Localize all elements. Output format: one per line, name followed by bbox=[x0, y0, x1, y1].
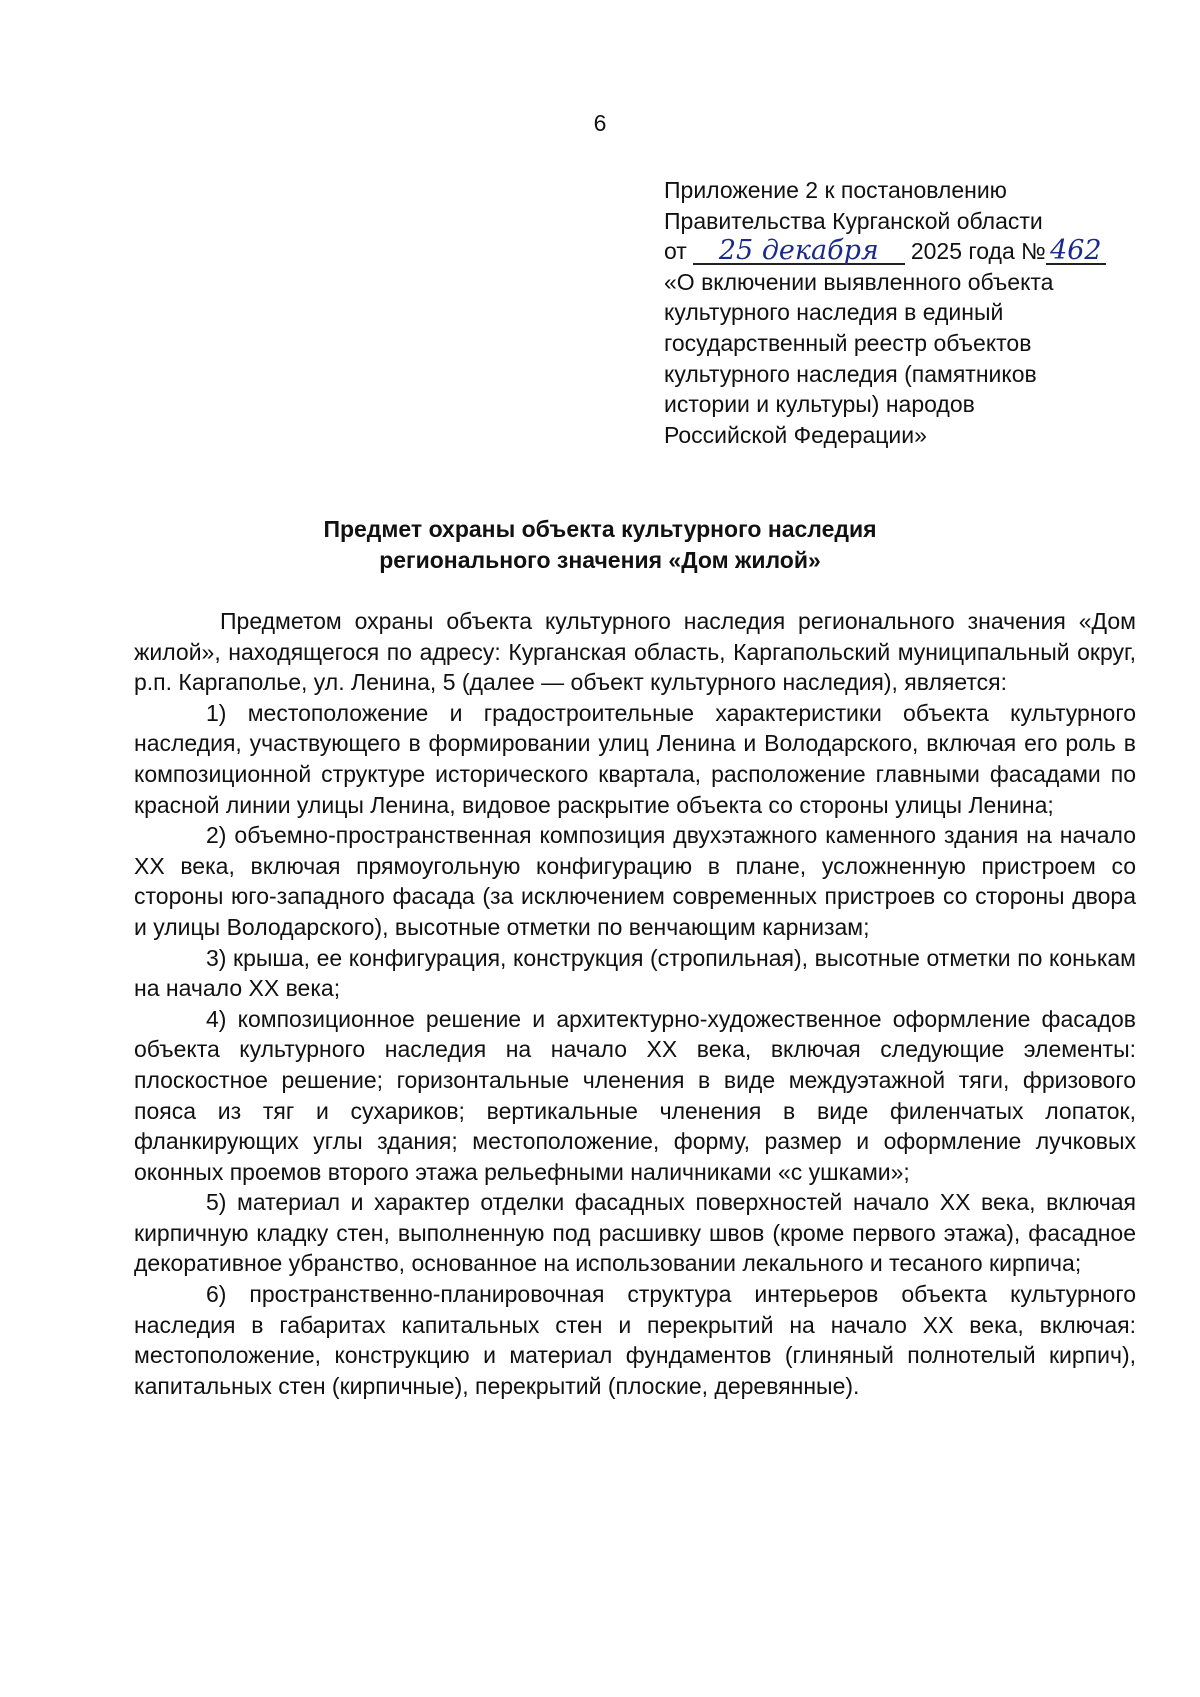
year-text: 2025 года № bbox=[910, 238, 1046, 265]
title-line-2: регионального значения «Дом жилой» bbox=[379, 547, 821, 573]
list-item: 5) материал и характер отделки фасадных поверхностей начало XX века, включая кирпичную кладку стен, выполненную под расшивку швов (кроме первого этажа), фасадное декоративное убранство, основанное на использовании лекального и тесаного кирпича; bbox=[134, 1189, 1136, 1277]
list-item: 6) пространственно-планировочная структура интерьеров объекта культурного наследия в габаритах капитальных стен и перекрытий на начало XX века, включая: местоположение, конструкцию и материал фундаментов (глиняный полнотелый кирпич), капитальных стен (кирпичные), перекрытий (плоские, деревянные). bbox=[134, 1281, 1136, 1399]
list-item: 4) композиционное решение и архитектурно-художественное оформление фасадов объекта культурного наследия на начало XX века, включая следующие элементы: плоскостное решение; горизонтальные членения в виде междуэтажной тяги, фризового пояса из тяг и сухариков; вертикальные членения в виде филенчатых лопаток, фланкирующих углы здания; местоположение, форму, размер и оформление лучковых оконных проемов второго этажа рельефными наличниками «с ушками»; bbox=[134, 1005, 1136, 1185]
document-title bbox=[0, 514, 1200, 576]
appendix-subject-line: государственный реестр объектов bbox=[664, 329, 1032, 356]
handwritten-date: 25 декабря bbox=[718, 235, 879, 267]
appendix-subject-line: культурного наследия в единый bbox=[664, 299, 1004, 326]
list-item: 2) объемно-пространственная композиция двухэтажного каменного здания на начало XX века, включая прямоугольную конфигурацию в плане, усложненную пристроем со стороны юго-западного фасада (за исключением современных пристроев со стороны двора и улицы Володарского), высотные отметки по венчающим карнизам; bbox=[134, 822, 1136, 940]
appendix-subject-line: Российской Федерации» bbox=[664, 421, 927, 448]
page-number: 6 bbox=[593, 110, 607, 136]
appendix-subject-line: культурного наследия (памятников bbox=[664, 360, 1037, 387]
list-item: 3) крыша, ее конфигурация, конструкция (стропильная), высотные отметки по конькам на начало XX века; bbox=[134, 944, 1136, 1002]
handwritten-number: 462 bbox=[1050, 235, 1102, 267]
appendix-date-line bbox=[664, 236, 1144, 267]
appendix-line-1: Приложение 2 к постановлению bbox=[664, 177, 1007, 203]
from-label: от bbox=[664, 238, 687, 265]
appendix-line-2: Правительства Курганской области bbox=[664, 207, 1043, 234]
appendix-subject-line: истории и культуры) народов bbox=[664, 391, 975, 418]
appendix-subject-line: «О включении выявленного объекта bbox=[664, 268, 1054, 295]
title-line-1: Предмет охраны объекта культурного наследия bbox=[323, 516, 877, 542]
document-body bbox=[134, 606, 1136, 1401]
appendix-block bbox=[664, 175, 1144, 450]
list-item: 1) местоположение и градостроительные характеристики объекта культурного наследия, участвующего в формировании улиц Ленина и Володарского, включая его роль в композиционной структуре исторического квартала, расположение главными фасадами по красной линии улицы Ленина, видовое раскрытие объекта со стороны улицы Ленина; bbox=[134, 699, 1136, 818]
intro-paragraph: Предметом охраны объекта культурного наследия регионального значения «Дом жилой», находящегося по адресу: Курганская область, Каргапольский муниципальный округ, р.п. Каргаполье, ул. Ленина, 5 (далее — объект культурного наследия), является: bbox=[134, 608, 1136, 696]
